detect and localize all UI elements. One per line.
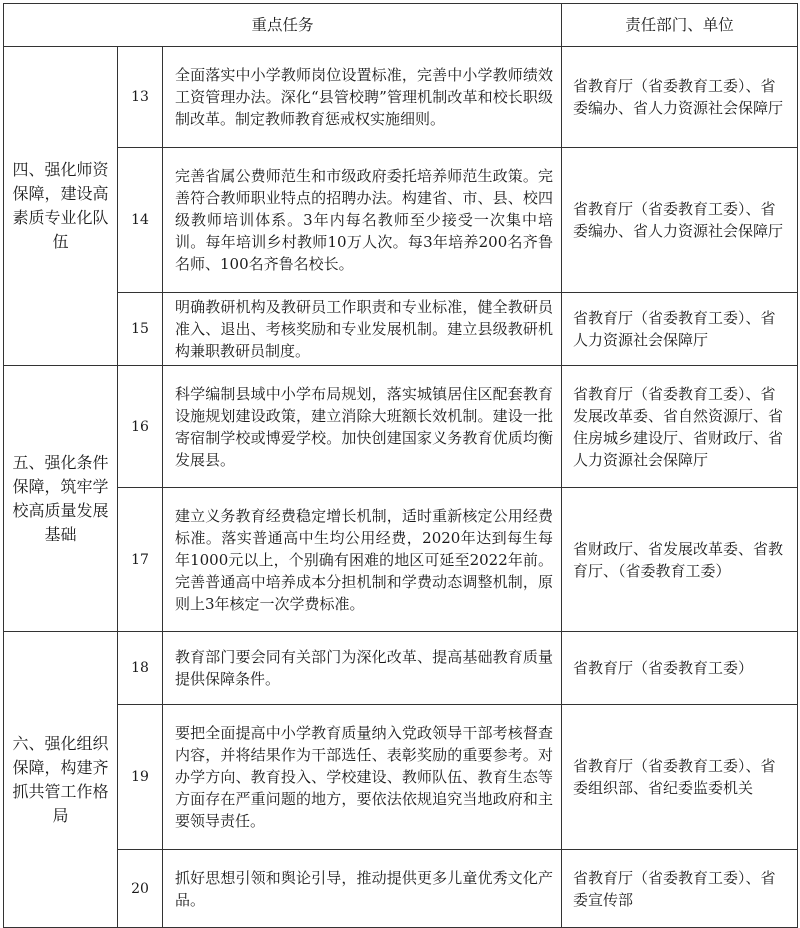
dept-cell: 省教育厅（省委教育工委）: [562, 632, 798, 705]
row-number: 14: [118, 148, 163, 293]
task-cell: 全面落实中小学教师岗位设置标准，完善中小学教师绩效工资管理办法。深化“县管校聘”管理机制改革和校长职级制改革。制定教师教育惩戒权实施细则。: [163, 47, 562, 148]
row-number: 20: [118, 850, 163, 928]
table-header-row: [4, 4, 798, 47]
table-row: [4, 366, 798, 488]
task-cell: 完善省属公费师范生和市级政府委托培养师范生政策。完善符合教师职业特点的招聘办法。构建省、市、县、校四级教师培训体系。3年内每名教师至少接受一次集中培训。每年培训乡村教师10万人次。每3年培养200名齐鲁名师、100名齐鲁名校长。: [163, 148, 562, 293]
table-row: [4, 705, 798, 850]
table-row: [4, 850, 798, 928]
task-cell: 抓好思想引领和舆论引导，推动提供更多儿童优秀文化产品。: [163, 850, 562, 928]
table-row: [4, 293, 798, 366]
header-dept: 责任部门、单位: [562, 4, 798, 47]
category-cell: 四、强化师资保障，建设高素质专业化队伍: [4, 47, 118, 366]
row-number: 13: [118, 47, 163, 148]
row-number: 18: [118, 632, 163, 705]
dept-cell: 省教育厅（省委教育工委）、省委编办、省人力资源社会保障厅: [562, 47, 798, 148]
dept-cell: 省教育厅（省委教育工委）、省发展改革委、省自然资源厅、省住房城乡建设厅、省财政厅、省人力资源社会保障厅: [562, 366, 798, 488]
task-cell: 要把全面提高中小学教育质量纳入党政领导干部考核督查内容，并将结果作为干部选任、表彰奖励的重要参考。对办学方向、教育投入、学校建设、教师队伍、教育生态等方面存在严重问题的地方，要依法依规追究当地政府和主要领导责任。: [163, 705, 562, 850]
task-cell: 建立义务教育经费稳定增长机制，适时重新核定公用经费标准。落实普通高中生均公用经费，2020年达到每生每年1000元以上，个别确有困难的地区可延至2022年前。完善普通高中培养成本分担机制和学费动态调整机制，原则上3年核定一次学费标准。: [163, 488, 562, 632]
dept-cell: 省教育厅（省委教育工委）、省人力资源社会保障厅: [562, 293, 798, 366]
dept-cell: 省教育厅（省委教育工委）、省委宣传部: [562, 850, 798, 928]
header-task: 重点任务: [4, 4, 562, 47]
table-row: [4, 488, 798, 632]
row-number: 16: [118, 366, 163, 488]
table-row: [4, 148, 798, 293]
task-cell: 科学编制县域中小学布局规划，落实城镇居住区配套教育设施规划建设政策，建立消除大班额长效机制。建设一批寄宿制学校或博爱学校。加快创建国家义务教育优质均衡发展县。: [163, 366, 562, 488]
row-number: 15: [118, 293, 163, 366]
task-cell: 明确教研机构及教研员工作职责和专业标准，健全教研员准入、退出、考核奖励和专业发展机制。建立县级教研机构兼职教研员制度。: [163, 293, 562, 366]
row-number: 17: [118, 488, 163, 632]
category-cell: 六、强化组织保障，构建齐抓共管工作格局: [4, 632, 118, 928]
category-cell: 五、强化条件保障，筑牢学校高质量发展基础: [4, 366, 118, 632]
row-number: 19: [118, 705, 163, 850]
task-table: [3, 3, 798, 928]
dept-cell: 省教育厅（省委教育工委）、省委组织部、省纪委监委机关: [562, 705, 798, 850]
dept-cell: 省教育厅（省委教育工委）、省委编办、省人力资源社会保障厅: [562, 148, 798, 293]
table-row: [4, 47, 798, 148]
dept-cell: 省财政厅、省发展改革委、省教育厅、（省委教育工委）: [562, 488, 798, 632]
table-row: [4, 632, 798, 705]
task-cell: 教育部门要会同有关部门为深化改革、提高基础教育质量提供保障条件。: [163, 632, 562, 705]
